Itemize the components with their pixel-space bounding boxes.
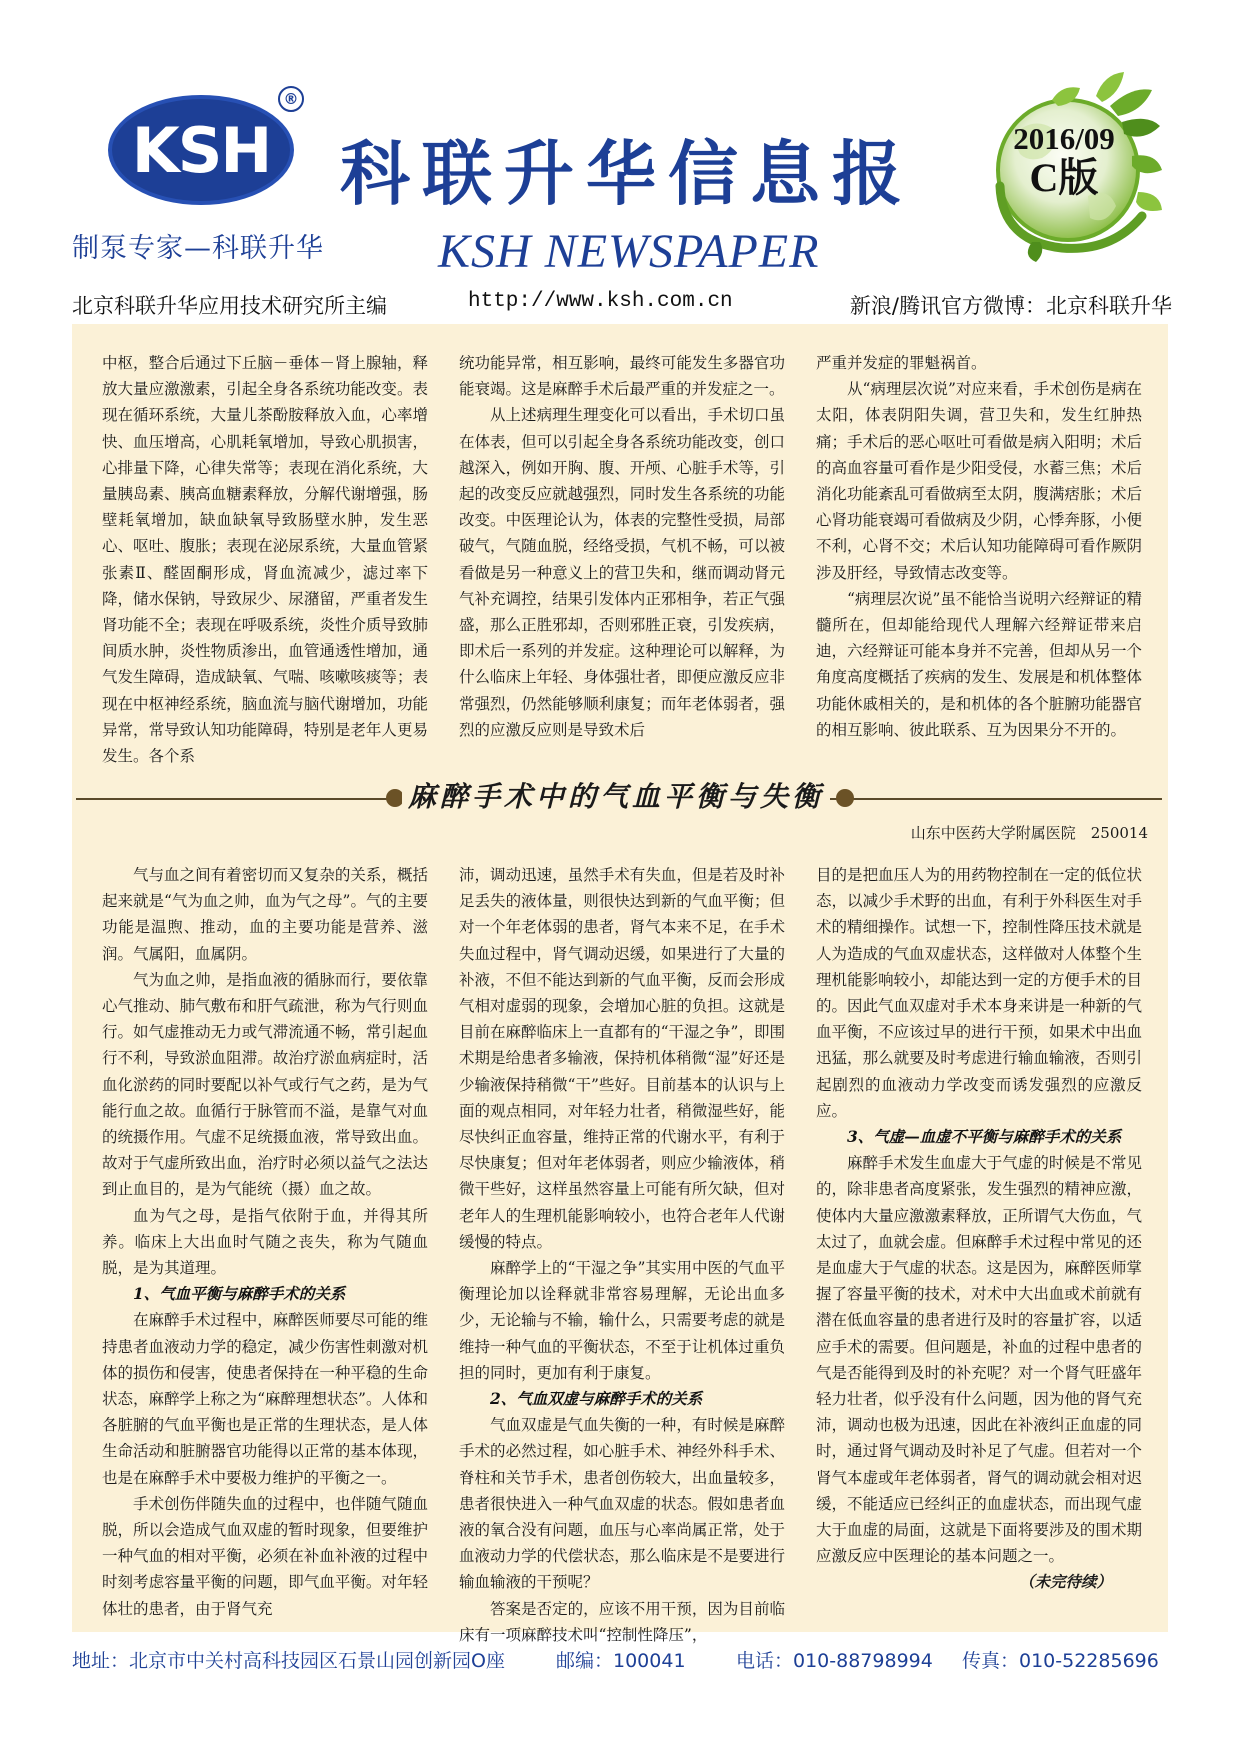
- paragraph: “病理层次说”虽不能恰当说明六经辩证的精髓所在，但却能给现代人理解六经辩证带来启迪，六经辩证可能本身并不完善，但却从另一个角度高度概括了疾病的发生、发展是和机体整体功能休戚相关的，是和机体的各个脏腑功能器官的相互影响、彼此联系、互为因果分不开的。: [816, 589, 1142, 739]
- section-heading: 1、气血平衡与麻醉手术的关系: [133, 1284, 346, 1304]
- logo-text: KSH: [131, 113, 271, 187]
- registered-mark-icon: ®: [278, 86, 304, 112]
- paragraph: 从上述病理生理变化可以看出，手术切口虽在体表，但可以引起全身各系统功能改变，创口越深入，例如开胸、腹、开颅、心脏手术等，引起的改变反应就越强烈，同时发生各系统的功能改变。中医理论认为，体表的完整性受损，局部破气，气随血脱，经络受损，气机不畅，可以被看做是另一种意义上的营卫失和，继而调动肾元气补充调控，结果引发体内正邪相争，若正气强盛，那么正胜邪却，否则邪胜正衰，引发疾病，即术后一系列的并发症。这种理论可以解释，为什么临床上年轻、身体强壮者，即便应激反应非常强烈，仍然能够顺利康复；而年老体弱者，强烈的应激反应则是导致术后: [459, 406, 785, 739]
- continued-article: [102, 350, 1142, 770]
- paragraph: 气血双虚是气血失衡的一种，有时候是麻醉手术的必然过程，如心脏手术、神经外科手术、脊柱和关节手术，患者创伤较大，出血量较多，患者很快进入一种气血双虚的状态。假如患者血液的氧合没有问题，血压与心率尚属正常，处于血液动力学的代偿状态，那么临床是不是要进行输血输液的干预呢？: [459, 1416, 785, 1592]
- article-column-1: [102, 862, 428, 1622]
- article-affiliation: 山东中医药大学附属医院 250014: [910, 824, 1148, 842]
- paragraph: 在麻醉手术过程中，麻醉医师要尽可能的维持患者血液动力学的稳定，减少伤害性刺激对机体的损伤和侵害，使患者保持在一种平稳的生命状态，麻醉学上称之为“麻醉理想状态”。人体和各脏腑的气血平衡也是正常的生理状态，是人体生命活动和脏腑器官功能得以正常的基本体现，也是在麻醉手术中要极力维护的平衡之一。: [102, 1311, 428, 1487]
- article-body: [102, 862, 1142, 1644]
- paragraph: 中枢，整合后通过下丘脑－垂体－肾上腺轴，释放大量应激激素，引起全身各系统功能改变。表现在循环系统，大量儿茶酚胺释放入血，心率增快、血压增高，心肌耗氧增加，导致心肌损害，心排量下降，心律失常等；表现在消化系统，大量胰岛素、胰高血糖素释放，分解代谢增强，肠壁耗氧增加，缺血缺氧导致肠壁水肿，发生恶心、呕吐、腹胀；表现在泌尿系统，大量血管紧张素Ⅱ、醛固酮形成，肾血流减少，滤过率下降，储水保钠，导致尿少、尿潴留，严重者发生肾功能不全；表现在呼吸系统，炎性介质导致肺间质水肿，炎性物质渗出，血管通透性增加，通气发生障碍，造成缺氧、气喘、咳嗽咳痰等；表现在中枢神经系统，脑血流与脑代谢增加，功能异常，常导致认知功能障碍，特别是老年人更易发生。各个系: [102, 354, 428, 766]
- paragraph: 气与血之间有着密切而又复杂的关系，概括起来就是“气为血之帅，血为气之母”。气的主要功能是温煦、推动，血的主要功能是营养、滋润。气属阳，血属阴。: [102, 866, 428, 963]
- newspaper-title: 科联升华信息报: [340, 132, 914, 215]
- section-heading: 3、气虚—血虚不平衡与麻醉手术的关系: [847, 1127, 1122, 1147]
- divider-dot-right-icon: [836, 789, 854, 807]
- footer: [72, 1646, 1168, 1676]
- paragraph: 麻醉手术发生血虚大于气虚的时候是不常见的，除非患者高度紧张，发生强烈的精神应激，使体内大量应激激素释放，正所谓气大伤血，气太过了，血就会虚。但麻醉手术过程中常见的还是血虚大于气虚的状态。这是因为，麻醉医师掌握了容量平衡的技术，对术中大出血或术前就有潜在低血容量的患者进行及时的容量扩容，以适应手术的需要。但问题是，补血的过程中患者的气是否能得到及时的补充呢？对一个肾气旺盛年轻力壮者，似乎没有什么问题，因为他的肾气充沛，调动也极为迅速，因此在补液纠正血虚的同时，通过肾气调动及时补足了气虚。但若对一个肾气本虚或年老体弱者，肾气的调动就会相对迟缓，不能适应已经纠正的血虚状态，而出现气虚大于血虚的局面，这就是下面将要涉及的围术期应激反应中医理论的基本问题之一。: [816, 1154, 1142, 1566]
- issue-badge: [1003, 122, 1125, 200]
- newspaper-subtitle: KSH NEWSPAPER: [438, 225, 820, 278]
- continued-column-3: [816, 350, 1142, 770]
- weibo-info: 新浪/腾讯官方微博：北京科联升华: [849, 294, 1172, 318]
- masthead: [0, 0, 1240, 318]
- paragraph: 目的是把血压人为的用药物控制在一定的低位状态，以减少手术野的出血，有利于外科医生对手术的精细操作。试想一下，控制性降压技术就是人为造成的气血双虚状态，这样做对人体整个生理机能影响较小，却能达到一定的方便手术的目的。因此气血双虚对手术本身来讲是一种新的气血平衡，不应该过早的进行干预，如果术中出血迅猛，那么就要及时考虑进行输血输液，否则引起剧烈的血液动力学改变而诱发强烈的应激反应。: [816, 866, 1142, 1120]
- issue-date: 2016/09: [1013, 121, 1115, 156]
- logo-slogan: 制泵专家—科联升华: [72, 233, 324, 264]
- paragraph: 从“病理层次说”对应来看，手术创伤是病在太阳，体表阴阳失调，营卫失和，发生红肿热痛；手术后的恶心呕吐可看做是病入阳明；术后的高血容量可看作是少阳受侵，水蓄三焦；术后消化功能紊乱可看做病至太阴，腹满痞胀；术后心肾功能衰竭可看做病及少阴，心悸奔豚，小便不利，心肾不交；术后认知功能障碍可看作厥阴涉及肝经，导致情志改变等。: [816, 380, 1142, 582]
- continued-column-2: [459, 350, 785, 770]
- footer-address: 地址：北京市中关村高科技园区石景山园创新园O座: [72, 1650, 505, 1672]
- website-link[interactable]: http://www.ksh.com.cn: [468, 290, 733, 313]
- masthead-info-row: [72, 290, 1172, 324]
- paragraph: 严重并发症的罪魁祸首。: [816, 354, 987, 372]
- footer-fax: 传真：010-52285696: [962, 1650, 1159, 1672]
- article-column-3: [816, 862, 1142, 1622]
- article-column-2: [459, 862, 785, 1644]
- continued-column-1: [102, 350, 428, 770]
- paragraph: 沛，调动迅速，虽然手术有失血，但是若及时补足丢失的液体量，则很快达到新的气血平衡；但对一个年老体弱的患者，肾气本来不足，在手术失血过程中，肾气调动迟缓，如果进行了大量的补液，不但不能达到新的气血平衡，反而会形成气相对虚弱的现象，会增加心脏的负担。这就是目前在麻醉临床上一直都有的“干湿之争”，即围术期是给患者多输液，保持机体稍微“湿”好还是少输液保持稍微“干”些好。目前基本的认识与上面的观点相同，对年轻力壮者，稍微湿些好，能尽快纠正血容量，维持正常的代谢水平，有利于尽快康复；但对年老体弱者，则应少输液体，稍微干些好，这样虽然容量上可能有所欠缺，但对老年人的生理机能影响较小，也符合老年人代谢缓慢的特点。: [459, 866, 785, 1251]
- edition-label: C版: [1029, 155, 1099, 200]
- editor-credit: 北京科联升华应用技术研究所主编: [72, 294, 387, 318]
- section-heading: 2、气血双虚与麻醉手术的关系: [490, 1389, 703, 1409]
- footer-phone: 电话：010-88798994: [736, 1650, 933, 1672]
- paragraph: 统功能异常，相互影响，最终可能发生多器官功能衰竭。这是麻醉手术后最严重的并发症之一。: [459, 354, 785, 399]
- article-title: 麻醉手术中的气血平衡与失衡: [402, 776, 830, 818]
- footer-postcode: 邮编：100041: [556, 1650, 686, 1672]
- paragraph: 气为血之帅，是指血液的循脉而行，要依靠心气推动、肺气敷布和肝气疏泄，称为气行则血行。如气虚推动无力或气滞流通不畅，常引起血行不利，导致淤血阻滞。故治疗淤血病症时，活血化淤药的同时要配以补气或行气之药，是为气能行血之故。血循行于脉管而不溢，是靠气对血的统摄作用。气虚不足统摄血液，常导致出血。故对于气虚所致出血，治疗时必须以益气之法达到止血目的，是为气能统（摄）血之故。: [102, 970, 428, 1199]
- to-be-continued: （未完待续）: [1018, 1572, 1112, 1592]
- paragraph: 答案是否定的，应该不用干预，因为目前临床有一项麻醉技术叫“控制性降压”，: [459, 1599, 785, 1644]
- ksh-logo: [108, 95, 294, 205]
- paragraph: 手术创伤伴随失血的过程中，也伴随气随血脱，所以会造成气血双虚的暂时现象，但要维护一种气血的相对平衡，必须在补血补液的过程中时刻考虑容量平衡的问题，即气血平衡。对年轻体壮的患者，由于肾气充: [102, 1494, 428, 1618]
- paragraph: 麻醉学上的“干湿之争”其实用中医的气血平衡理论加以诠释就非常容易理解，无论出血多少，无论输与不输，输什么，只需要考虑的就是维持一种气血的平衡状态，不至于让机体过重负担的同时，更加有利于康复。: [459, 1259, 785, 1382]
- paragraph: 血为气之母，是指气依附于血，并得其所养。临床上大出血时气随之丧失，称为气随血脱，是为其道理。: [102, 1206, 428, 1278]
